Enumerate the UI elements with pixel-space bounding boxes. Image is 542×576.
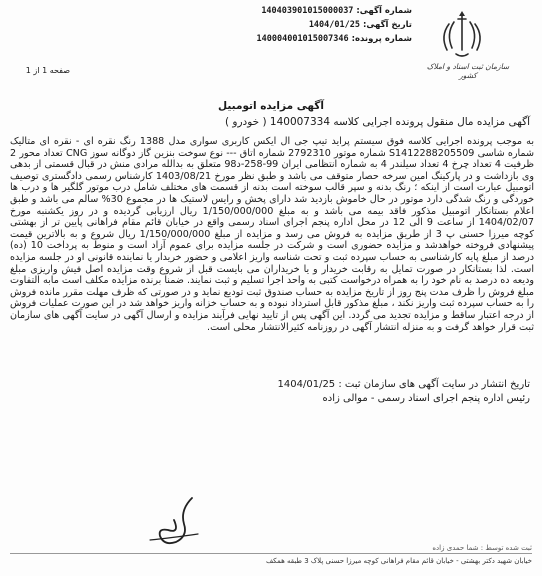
notice-number-row	[232, 4, 412, 18]
publish-date-line: تاریخ انتشار در سایت آگهی های سازمان ثبت : 1404/01/25	[277, 379, 530, 390]
notice-date: 1404/01/25	[308, 20, 360, 30]
page-title: آگهی مزایده اتومبیل	[218, 100, 324, 112]
notice-date-label: تاریخ آگهی:	[362, 20, 412, 30]
page-indicator: صفحه 1 از 1	[25, 66, 70, 75]
notice-meta	[232, 4, 412, 46]
signature-icon	[140, 490, 210, 550]
office-address: خیابان شهید دکتر بهشتی - خیابان قائم مقام فراهانی کوچه میرزا حسنی پلاک 3 طبقه همکف	[265, 557, 532, 565]
notice-body: به موجب پرونده اجرایی کلاسه فوق سیستم پراید تیپ جی ال ایکس کاربری سواری مدل 1388 رنگ نقره ای - نقره ای متالیک شماره شاسی S1412288205509 شماره موتور 2792310 شماره اتاق --- نوع سوخت بنزین گاز دوگانه سوز CNG تعداد محور 2 ظرفیت 4 تعداد چرخ 4 تعداد سیلندر 4 به شماره انتظامی ایران 99-258-د98 متعلق به بدالله مرادی منش در قبال قسمتی از بدهی وی بازداشت و در پارکینگ امین سرخه حصار متوقف می باشد و طبق نظر مورخ 1403/08/21 کارشناس رسمی دادگستری توصیف اتومبیل عبارت است از اینکه ؛ رنگ بدنه و سپر قالب سوخته است بدنه از قسمت های مختلف شامل درب موتور گلگیر ها و درب ها خوردگی و رنگ شدگی دارد موتور در حال خاموش بازدید شد دارای پخش و رایس لاستیک ها در مجموع 30% سالم می باشد و طبق اعلام بستانکار اتومبیل مذکور فاقد بیمه می باشد و به مبلغ 1/150/000/000 ریال ارزیابی گردیده و در روز یکشنبه مورخ 1404/02/07 از ساعت 9 الی 12 در محل اداره پنجم اجرای اسناد رسمی واقع در خیابان قائم مقام فراهانی پایین تر از بهشتی کوچه میرزا حسنی پ 3 از طریق مزایده به فروش می رسد و مزایده از مبلغ 1/150/000/000 ریال شروع و به بالاترین قیمت پیشنهادی فروخته خواهدشد و مزایده حضوری است و شرکت در جلسه مزایده برای عموم آزاد است و منوط به پرداخت 10 (ده) درصد از مبلغ پایه کارشناسی به حساب سپرده ثبت و تحت شناسه واریز اعلامی و حضور خریدار یا نماینده قانونی او در جلسه مزایده است. لذا بستانکار در صورت تمایل به رقابت خریدار و یا خریداران می بایست قبل از شروع وقت مزایده اصل فیش واریزی مبلغ ودیعه ده درصد به نام خود را به همراه درخواست کتبی به واحد اجرا تسلیم و ثبت نمایند. ضمنا برنده مزایده مکلف است مابه التفاوت مبلغ فروش را ظرف مدت پنج روز از تاریخ مزایده به حساب صندوق ثبت تودیع نماید و در صورتی که ظرف مهلت مقرر مانده فروش را به حساب سپرده ثبت واریز نکند ، مبلغ مذکور قابل استرداد نبوده و به حساب خزانه واریز خواهد شد در این صورت عملیات فروش از درجه اعتبار ساقط و مزایده تجدید می گردد. این آگهی پس از تایید نهایی فرآیند مزایده و ارسال آگهی در سایت آگهی های سازمان ثبت قرار خواهد گرفت و به منزله انتشار آگهی در روزنامه کثیرالانتشار محلی است.	[10, 136, 535, 333]
page-subtitle: آگهی مزایده مال منقول پرونده اجرایی کلاسه 140007334 ( خودرو )	[224, 116, 530, 128]
registered-by: ثبت شده توسط : شما حمدی زاده	[432, 544, 532, 552]
notice-number: 140403901015000037	[261, 6, 354, 16]
notice-date-row	[232, 18, 412, 32]
file-number-row	[232, 32, 412, 46]
footer-divider	[10, 553, 532, 554]
iran-emblem-icon	[432, 10, 492, 66]
notice-number-label: شماره آگهی:	[356, 6, 412, 16]
file-number-label: شماره پرونده:	[351, 34, 412, 44]
signatory-line: رئیس اداره پنجم اجرای اسناد رسمی - موالی زاده	[322, 393, 530, 404]
org-name: سازمان ثبت اسناد و املاک کشور	[426, 62, 510, 80]
file-number: 140004001015007346	[256, 34, 349, 44]
